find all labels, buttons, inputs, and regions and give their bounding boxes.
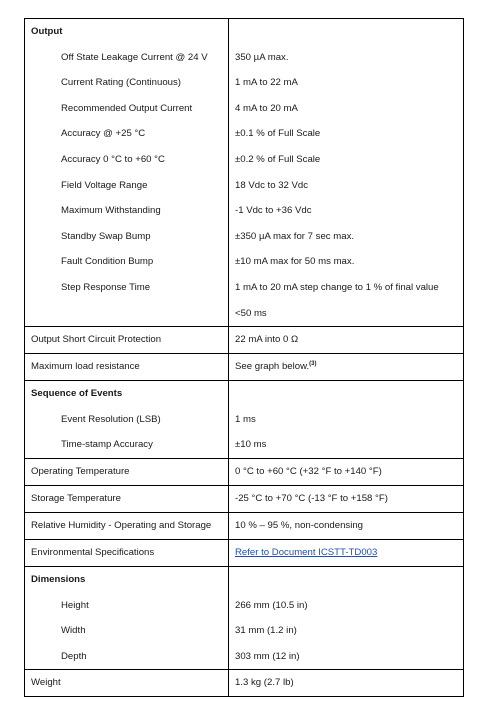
humidity-row	[25, 512, 464, 539]
spec-label: Standby Swap Bump	[61, 230, 151, 242]
spec-value: 22 mA into 0 Ω	[235, 334, 299, 346]
spec-label: Step Response Time	[61, 281, 151, 293]
spec-value: 0 °C to +60 °C (+32 °F to +140 °F)	[235, 465, 382, 477]
short-circuit-row	[25, 327, 464, 354]
environmental-row	[25, 539, 464, 566]
spec-value: ±10 ms	[235, 439, 267, 451]
spec-label: Width	[61, 625, 86, 637]
spec-value: 4 mA to 20 mA	[235, 102, 298, 114]
spec-label: Depth	[61, 650, 87, 662]
output-section	[25, 19, 464, 327]
sequence-section	[25, 381, 464, 459]
specifications-table	[24, 18, 464, 697]
footnote-ref: (3)	[309, 360, 317, 367]
spec-value: ±10 mA max for 50 ms max.	[235, 256, 355, 268]
spec-value: 10 % – 95 %, non-condensing	[235, 519, 364, 531]
output-values-cell	[229, 19, 464, 327]
spec-label: Current Rating (Continuous)	[61, 77, 181, 89]
spec-value: 1 mA to 22 mA	[235, 77, 298, 89]
operating-temp-row	[25, 458, 464, 485]
spec-label: Height	[61, 599, 89, 611]
spec-value: 1 ms	[235, 413, 256, 425]
spec-value	[235, 354, 457, 380]
section-header-output: Output	[31, 26, 63, 37]
output-labels-cell	[25, 19, 229, 327]
spec-value: ±0.2 % of Full Scale	[235, 153, 321, 165]
spec-label: Off State Leakage Current @ 24 V	[61, 51, 208, 63]
weight-row	[25, 670, 464, 697]
spec-value: -25 °C to +70 °C (-13 °F to +158 °F)	[235, 492, 388, 504]
spec-label: Accuracy @ +25 °C	[61, 128, 146, 140]
spec-label: Fault Condition Bump	[61, 256, 154, 268]
spec-value: 1 mA to 20 mA step change to 1 % of final value	[235, 281, 439, 293]
spec-label: Recommended Output Current	[61, 102, 193, 114]
max-load-row	[25, 354, 464, 381]
spec-value: 31 mm (1.2 in)	[235, 625, 297, 637]
spec-value: 18 Vdc to 32 Vdc	[235, 179, 309, 191]
spec-label: Storage Temperature	[31, 492, 121, 504]
spec-label: Environmental Specifications	[31, 546, 155, 558]
spec-label: Event Resolution (LSB)	[61, 413, 161, 425]
spec-value: <50 ms	[235, 307, 267, 319]
storage-temp-row	[25, 485, 464, 512]
spec-value: ±350 µA max for 7 sec max.	[235, 230, 355, 242]
section-header-sequence: Sequence of Events	[31, 388, 123, 400]
environmental-doc-link[interactable]: Refer to Document ICSTT-TD003	[235, 546, 378, 558]
spec-value: -1 Vdc to +36 Vdc	[235, 205, 312, 217]
section-header-dimensions: Dimensions	[31, 573, 86, 585]
spec-label: Field Voltage Range	[61, 179, 148, 191]
dimensions-section	[25, 566, 464, 669]
spec-label: Accuracy 0 °C to +60 °C	[61, 153, 165, 165]
spec-value: 1.3 kg (2.7 lb)	[235, 677, 294, 689]
spec-label: Maximum load resistance	[31, 361, 140, 373]
spec-label: Operating Temperature	[31, 465, 130, 477]
spec-value: ±0.1 % of Full Scale	[235, 128, 321, 140]
spec-value: 350 µA max.	[235, 51, 289, 63]
spec-value: 303 mm (12 in)	[235, 650, 300, 662]
max-load-value: See graph below.	[235, 361, 310, 373]
spec-label: Time-stamp Accuracy	[61, 439, 153, 451]
spec-label: Maximum Withstanding	[61, 205, 161, 217]
spec-label: Weight	[31, 677, 61, 689]
spec-label: Relative Humidity - Operating and Storage	[31, 519, 212, 531]
spec-value: 266 mm (10.5 in)	[235, 599, 308, 611]
spec-label: Output Short Circuit Protection	[31, 334, 162, 346]
